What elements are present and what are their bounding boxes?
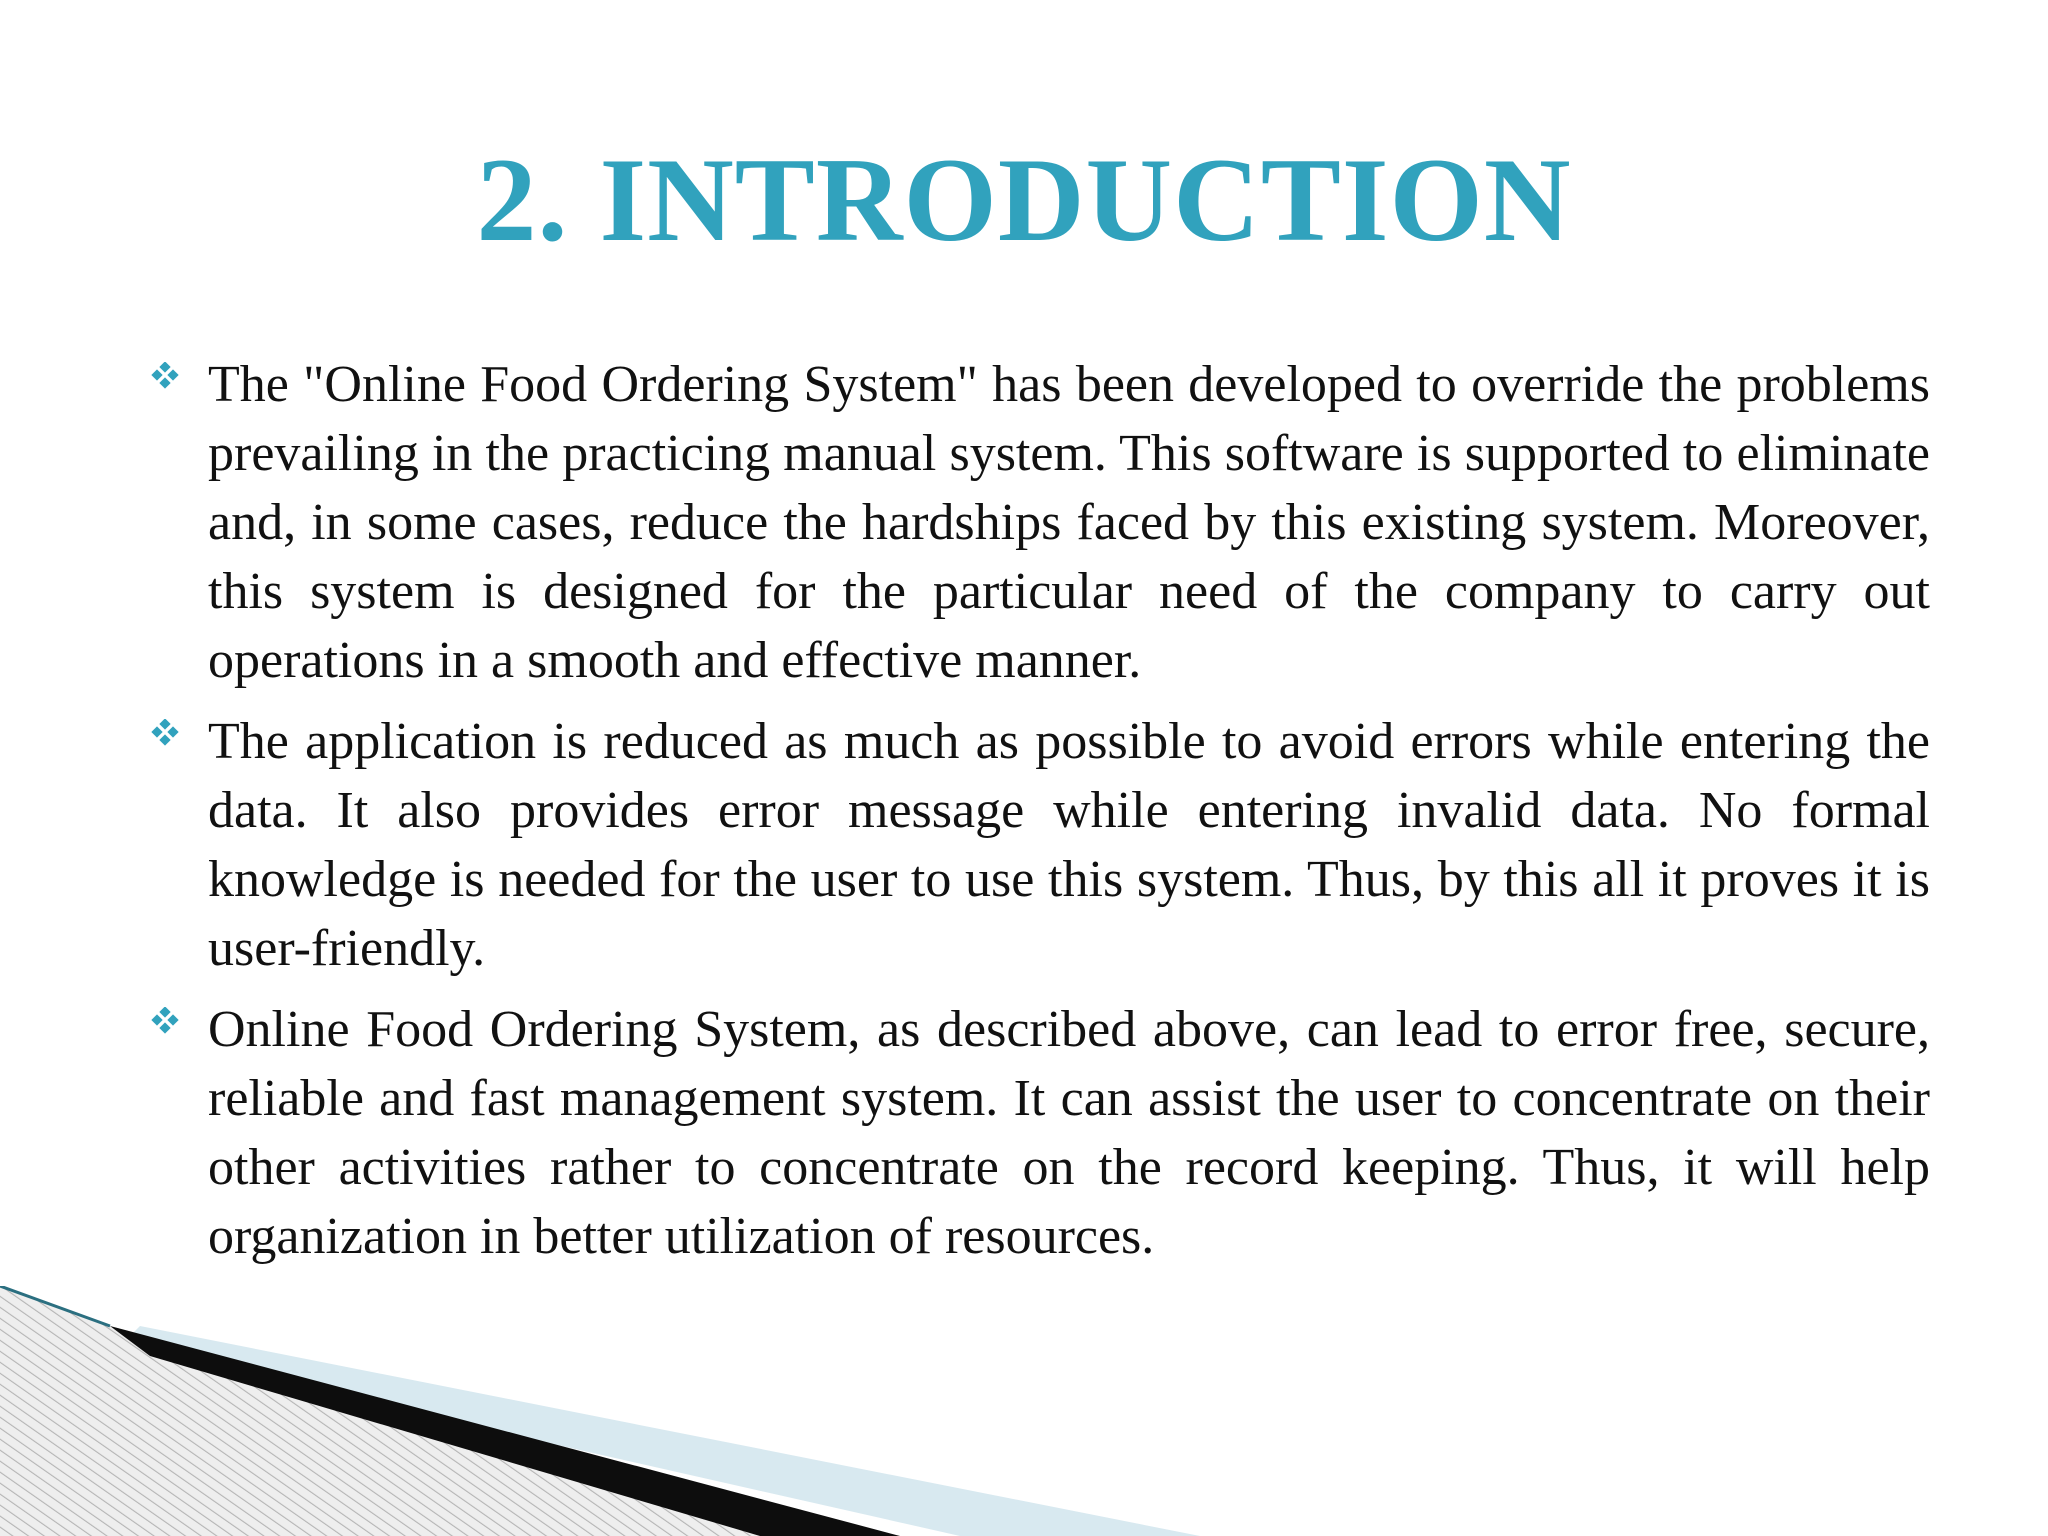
bullet-list [150, 350, 1930, 1283]
bullet-text: Online Food Ordering System, as described above, can lead to error free, secure, reliable and fast management system. It can assist the user to concentrate on their other activities rather to concentrate on the record keeping. Thus, it will help organization in better utilization of resources. [208, 1001, 1930, 1265]
bullet-text: The application is reduced as much as possible to avoid errors while entering the data. It also provides error message while entering invalid data. No formal knowledge is needed for the user to use this system. Thus, by this all it proves it is user-friendly. [208, 713, 1930, 977]
decorative-swoosh [0, 1286, 2048, 1536]
diamond-cluster-icon [150, 719, 180, 749]
bullet-item [150, 707, 1930, 983]
diamond-cluster-icon [150, 1007, 180, 1037]
bullet-text: The "Online Food Ordering System" has been developed to override the problems prevailing in the practicing manual system. This software is supported to eliminate and, in some cases, reduce the hardships faced by this existing system. Moreover, this system is designed for the particular need of the company to carry out operations in a smooth and effective manner. [208, 356, 1930, 689]
diamond-cluster-icon [150, 362, 180, 392]
bullet-item [150, 995, 1930, 1271]
bullet-item [150, 350, 1930, 695]
slide-title: 2. INTRODUCTION [476, 133, 1572, 266]
